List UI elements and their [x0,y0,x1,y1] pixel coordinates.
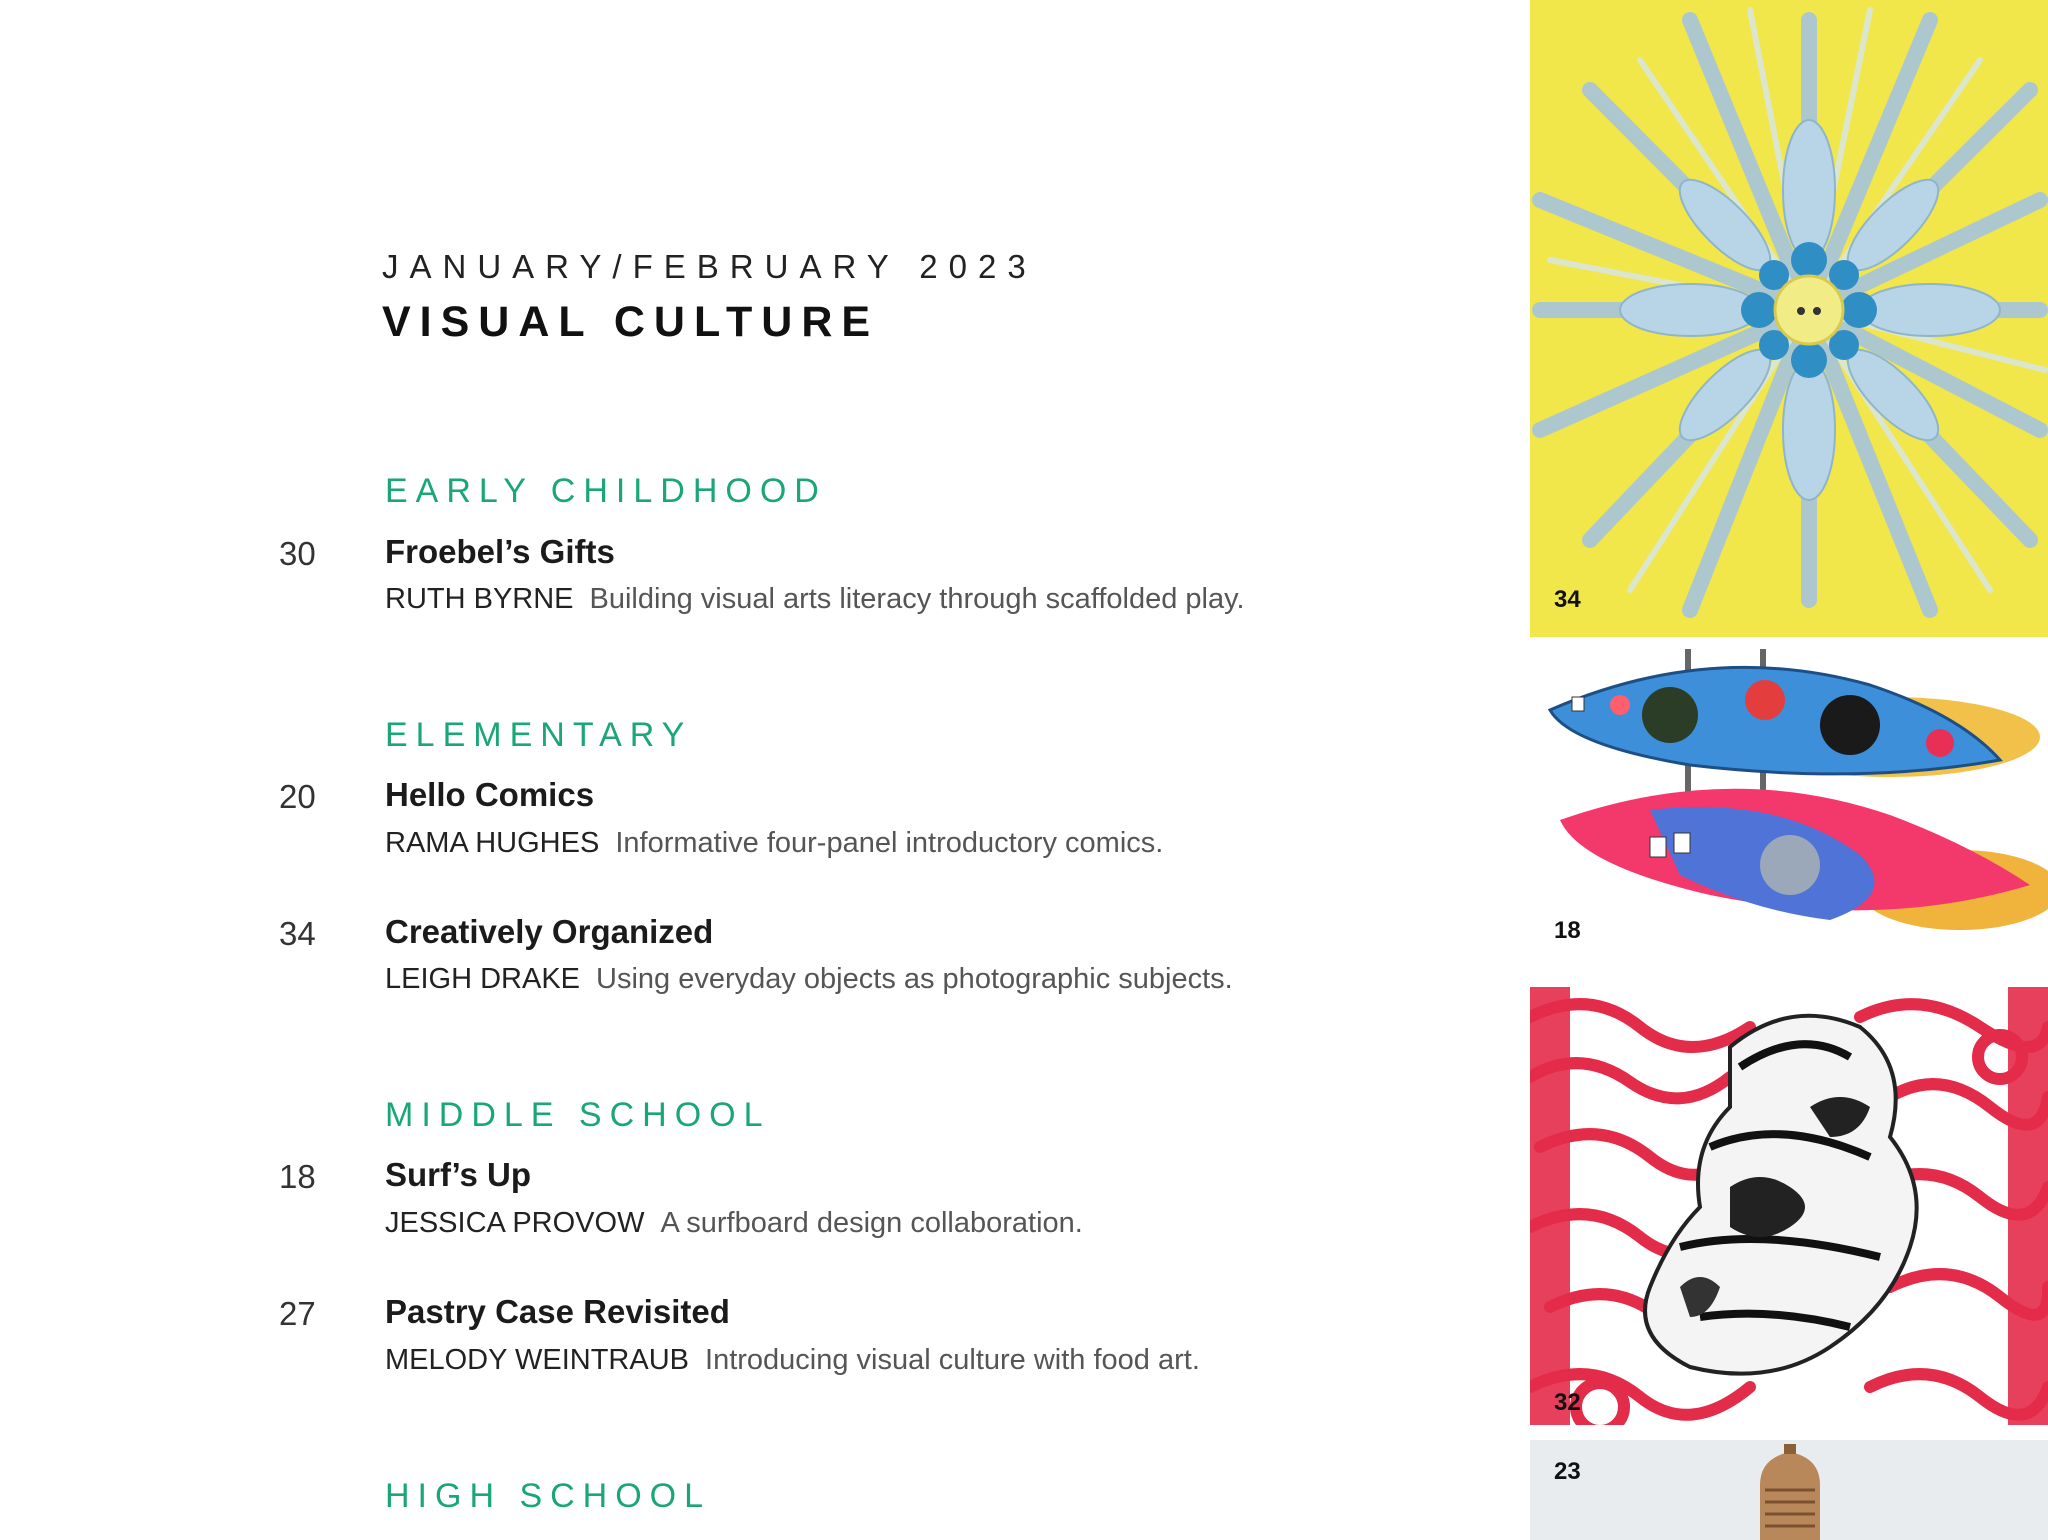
page-number: 18 [279,1158,316,1195]
article-title[interactable]: Surf’s Up [385,1156,532,1193]
page-number: 27 [279,1295,316,1332]
article-byline [385,963,1233,996]
article-author: LEIGH DRAKE [385,963,580,995]
section-heading-elementary: ELEMENTARY [385,716,693,754]
article-author: JESSICA PROVOW [385,1207,645,1239]
photo-page-label: 32 [1554,1389,1581,1416]
article-description: Introducing visual culture with food art. [705,1344,1200,1376]
issue-date: JANUARY/FEBRUARY 2023 [382,248,1037,285]
section-heading-middle-school: MIDDLE SCHOOL [385,1096,771,1134]
article-description: Using everyday objects as photographic subjects. [596,963,1233,995]
photo-sculpture-graphic [1530,1440,2048,1540]
page-number: 34 [279,915,316,952]
article-description: Informative four-panel introductory comics. [615,827,1164,859]
article-byline [385,1207,1083,1240]
photo-page-label: 34 [1554,586,1581,613]
page-number: 20 [279,778,316,815]
article-description: Building visual arts literacy through scaffolded play. [589,583,1245,615]
article-byline [385,1344,1200,1377]
photo-surfboards[interactable] [1530,645,2048,967]
section-heading-early-childhood: EARLY CHILDHOOD [385,472,827,510]
page-number: 30 [279,535,316,572]
issue-theme: VISUAL CULTURE [382,298,880,346]
article-author: RUTH BYRNE [385,583,574,615]
article-title[interactable]: Hello Comics [385,776,595,813]
photo-sculpture[interactable] [1530,1440,2048,1540]
photo-surfboards-graphic [1530,645,2048,967]
article-byline [385,827,1163,860]
photo-lightbulb-graphic [1530,0,2048,637]
article-title[interactable]: Froebel’s Gifts [385,533,615,570]
photo-lightbulb-starburst[interactable] [1530,0,2048,637]
photo-page-label: 18 [1554,917,1581,944]
photo-page-label: 23 [1554,1458,1581,1485]
article-author: MELODY WEINTRAUB [385,1344,690,1376]
article-byline [385,583,1245,616]
photo-red-swirl-drawing[interactable] [1530,987,2048,1425]
article-title[interactable]: Pastry Case Revisited [385,1293,730,1330]
article-title[interactable]: Creatively Organized [385,913,714,950]
section-heading-high-school: HIGH SCHOOL [385,1477,712,1515]
article-author: RAMA HUGHES [385,827,600,859]
photo-drawing-graphic [1530,987,2048,1425]
article-description: A surfboard design collaboration. [660,1207,1083,1239]
